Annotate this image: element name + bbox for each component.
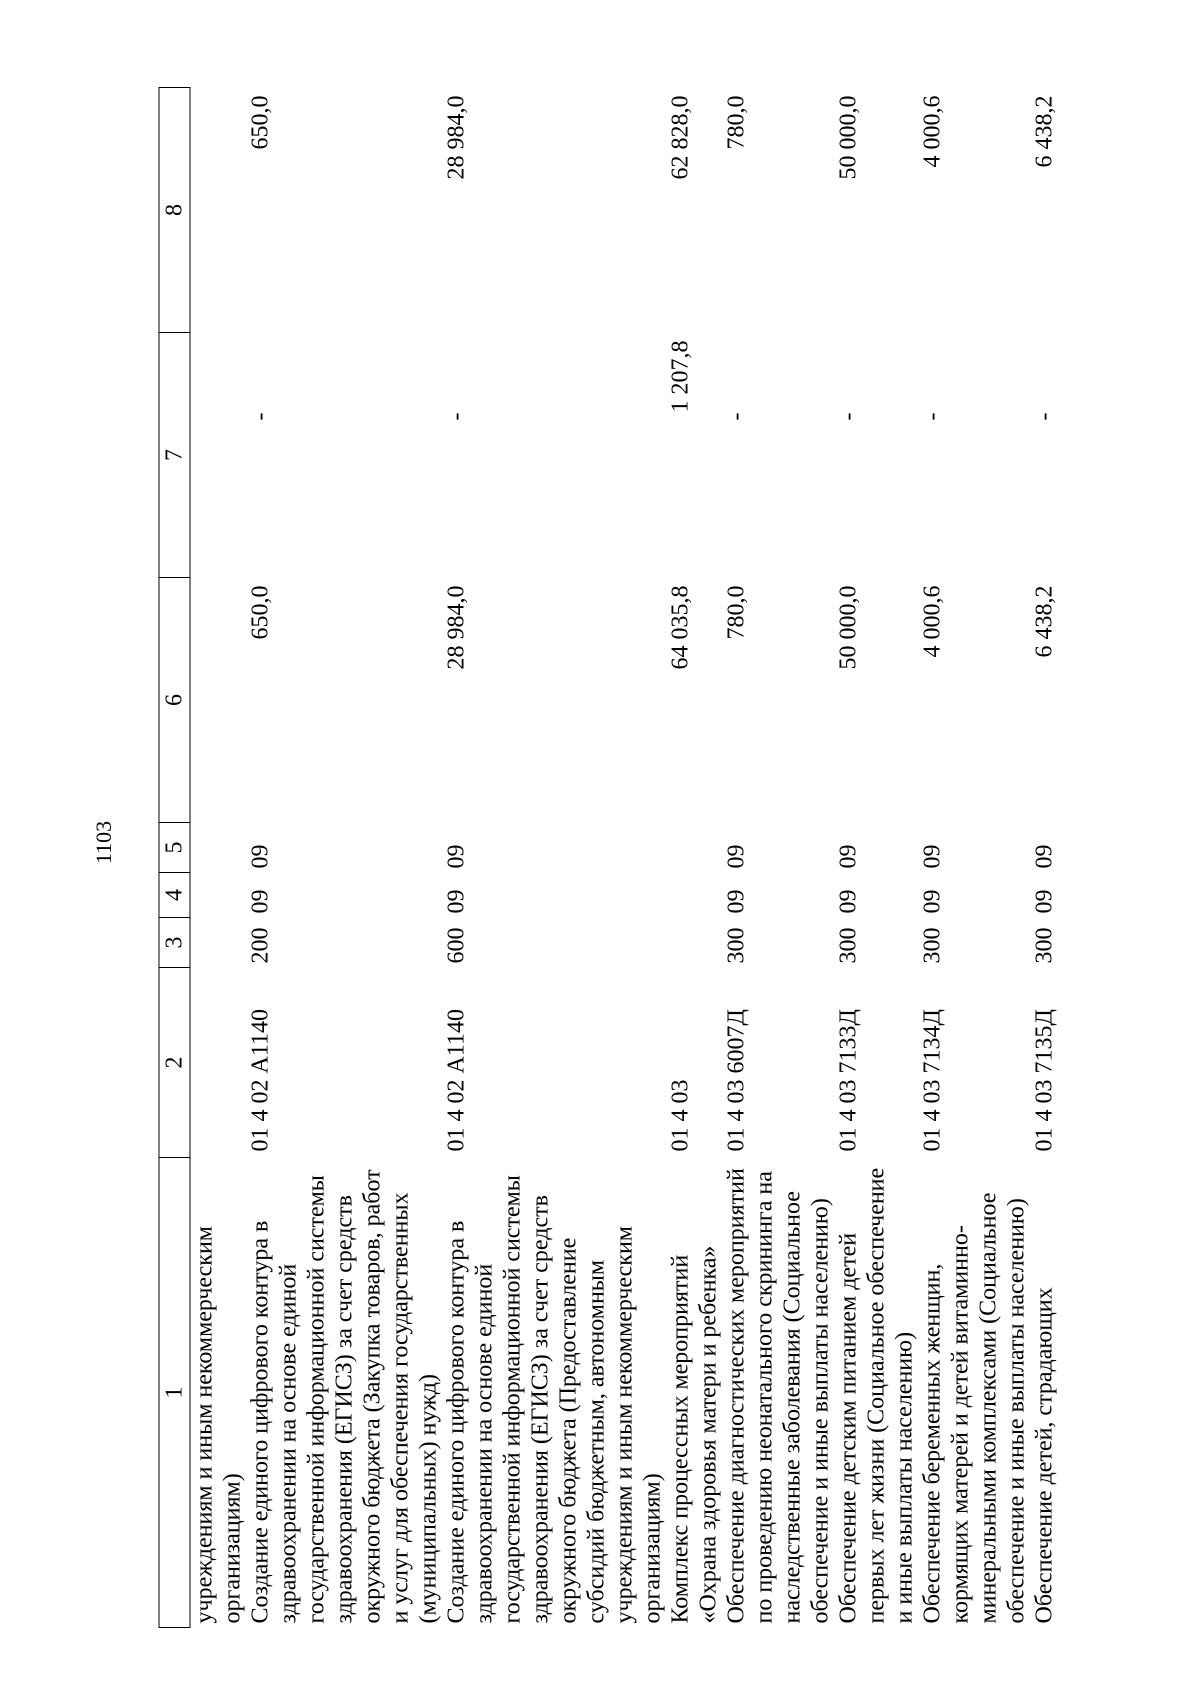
row-col7: - [723,412,749,421]
row-col7: - [1031,412,1057,421]
row-col8: 6 438,2 [1031,95,1057,168]
row-col5: 09 [919,844,945,869]
row-col8: 780,0 [723,95,749,150]
row-name: Обеспечение беременных женщин, кормящих матерей и детей витаминно-минеральными комплексами (Социальное обеспечение и иные выплаты населению) [919,1192,1029,1624]
rotated-page [158,88,1183,1628]
row-col3: 200 [247,927,273,964]
table-row [1030,88,1058,1628]
row-col6: 50 000,0 [835,585,861,670]
row-col7: - [919,412,945,421]
row-col4: 09 [919,889,945,914]
col-header-2: 2 [159,968,190,1158]
row-col4: 09 [835,889,861,914]
row-name: учреждениям и иным некоммерческим организациям) [191,1226,245,1624]
table-row [722,88,834,1628]
row-code: 01 4 03 7134Д [919,1009,945,1152]
row-code: 01 4 03 7133Д [835,1009,861,1152]
row-col3 [190,918,247,968]
row-col3: 300 [723,927,749,964]
row-col8: 28 984,0 [443,95,469,180]
row-col3 [666,918,722,968]
col-header-5: 5 [159,823,190,873]
row-code [190,968,247,1158]
row-col8: 650,0 [247,95,273,150]
row-col4 [666,873,722,918]
table-row [918,88,1030,1628]
row-col6: 28 984,0 [443,585,469,670]
row-col6: 4 000,6 [919,585,945,658]
row-col4 [190,873,247,918]
row-col6: 64 035,8 [667,585,693,670]
row-name: Создание единого цифрового контура в здравоохранении на основе единой государственной информационной системы здравоохранения (ЕГИСЗ) за счет средств окружного бюджета (Закупка товаров, работ и услуг для обеспечения государственных (муниципальных) нужд) [247,1169,441,1624]
row-col6 [190,578,247,823]
header-row [159,88,190,1628]
table-row [666,88,722,1628]
row-col5: 09 [443,844,469,869]
row-col5: 09 [835,844,861,869]
row-col7: - [835,412,861,421]
row-col4: 09 [723,889,749,914]
table-row [190,88,247,1628]
row-col8: 50 000,0 [835,95,861,180]
col-header-3: 3 [159,918,190,968]
row-col4: 09 [247,889,273,914]
col-header-4: 4 [159,873,190,918]
row-col8: 62 828,0 [667,95,693,180]
row-col5 [666,823,722,873]
col-header-8: 8 [159,88,190,333]
row-col6: 6 438,2 [1031,585,1057,658]
col-header-1: 1 [159,1158,190,1628]
row-col7: - [443,412,469,421]
row-col7 [190,333,247,578]
row-col3: 300 [919,927,945,964]
row-col3: 600 [443,927,469,964]
row-col6: 650,0 [247,585,273,640]
row-col8: 4 000,6 [919,95,945,168]
row-col5: 09 [1031,844,1057,869]
page-number: 1103 [91,820,116,864]
row-col8 [190,88,247,333]
row-col3: 300 [835,927,861,964]
row-col4: 09 [443,889,469,914]
row-name: Обеспечение диагностических мероприятий по проведению неонатального скрининга на наследственные заболевания (Социальное обеспечение и иные выплаты населению) [723,1168,833,1624]
row-col4: 09 [1031,889,1057,914]
row-name: Создание единого цифрового контура в здравоохранении на основе единой государственной информационной системы здравоохранения (ЕГИСЗ) за счет средств окружного бюджета (Предоставление субсидий бюджетным, автономным учреждениям и иным некоммерческим организациям) [443,1175,665,1624]
row-col6: 780,0 [723,585,749,640]
row-code: 01 4 03 6007Д [723,1009,749,1152]
row-col3: 300 [1031,927,1057,964]
table-row [442,88,666,1628]
budget-table [158,87,1058,1628]
row-col5 [190,823,247,873]
row-code: 01 4 02 А1140 [443,1009,469,1152]
col-header-6: 6 [159,578,190,823]
table-row [246,88,442,1628]
row-col5: 09 [247,844,273,869]
row-name: Обеспечение детским питанием детей первых лет жизни (Социальное обеспечение и иные выплаты населению) [835,1167,917,1624]
table-row [834,88,918,1628]
row-col7: - [247,412,273,421]
row-col7: 1 207,8 [667,340,693,413]
col-header-7: 7 [159,333,190,578]
row-code: 01 4 02 А1140 [247,1009,273,1152]
row-name: Обеспечение детей, страдающих [1031,1287,1057,1624]
row-code: 01 4 03 [667,1079,693,1152]
row-code: 01 4 03 7135Д [1031,1009,1057,1152]
row-col5: 09 [723,844,749,869]
row-name: Комплекс процессных мероприятий «Охрана здоровья матери и ребенка» [667,1245,721,1624]
